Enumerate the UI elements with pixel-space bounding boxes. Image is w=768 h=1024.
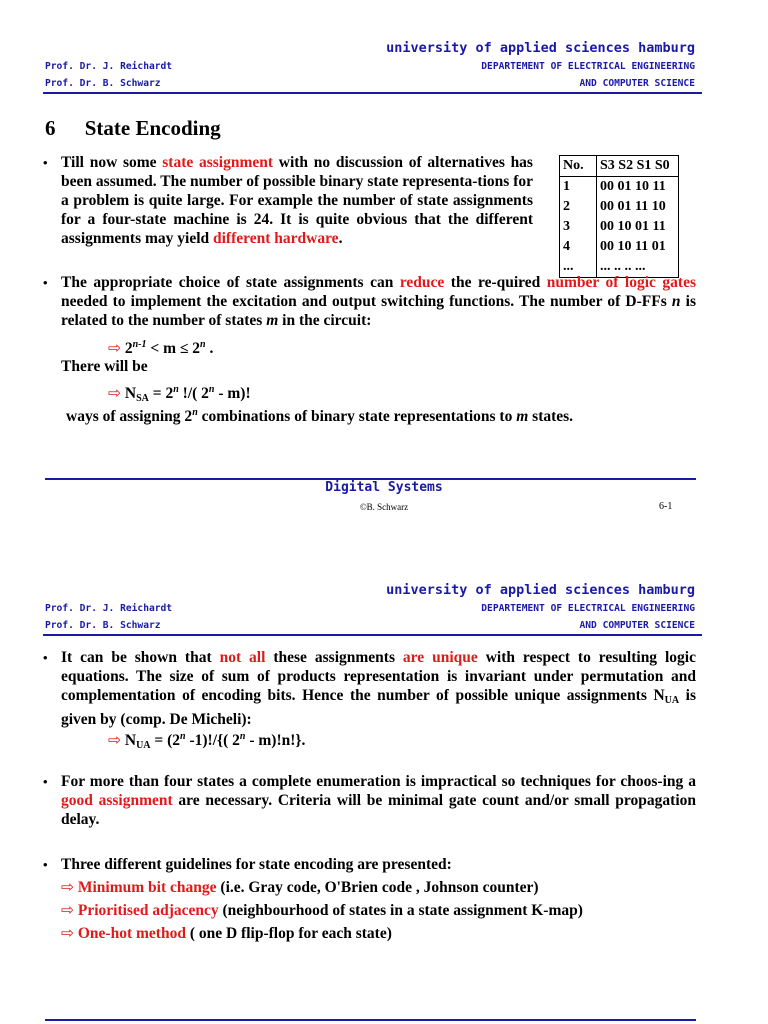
- text: combinations of binary state representations to: [197, 408, 517, 425]
- text: N: [124, 385, 137, 402]
- arrow-right-icon: ⇨: [61, 879, 74, 896]
- text: - m)!n!}.: [245, 732, 306, 749]
- text: Three different guidelines for state encoding are presented:: [61, 856, 452, 873]
- text: .: [205, 340, 214, 357]
- professor-2: Prof. Dr. B. Schwarz: [45, 78, 161, 89]
- table-cell: 3: [560, 217, 597, 237]
- university-name: university of applied sciences hamburg: [386, 40, 695, 56]
- nua-formula: [108, 727, 305, 755]
- text: in the circuit:: [282, 312, 372, 329]
- table-row: [560, 197, 679, 217]
- table-cell: 4: [560, 237, 597, 257]
- guideline-desc: (neighbourhood of states in a state assignment K-map): [218, 902, 583, 919]
- highlight-logic-gates: number of logic gates: [546, 274, 696, 291]
- department-line-1: DEPARTEMENT OF ELECTRICAL ENGINEERING: [481, 603, 695, 614]
- superscript: n: [173, 384, 179, 395]
- bullet-paragraph-2: [43, 772, 696, 829]
- text: = 2: [148, 385, 174, 402]
- footer-copyright: ©B. Schwarz: [359, 502, 409, 512]
- text: The appropriate choice of state assignments can: [61, 274, 400, 291]
- ways-sentence: [66, 403, 573, 426]
- var-m: m: [266, 312, 279, 329]
- table-cell: ... .. .. ...: [597, 257, 679, 278]
- table-header-row: [560, 156, 679, 177]
- guideline-item: [61, 924, 392, 943]
- highlight-good-assignment: good assignment: [61, 792, 173, 809]
- table-cell: 00 01 11 10: [597, 197, 679, 217]
- subscript: SA: [136, 393, 149, 404]
- superscript: n: [200, 339, 206, 350]
- bullet-icon: •: [43, 155, 48, 170]
- var-n: n: [671, 293, 681, 310]
- guideline-desc: (i.e. Gray code, O'Brien code , Johnson counter): [216, 879, 539, 896]
- section-heading: [45, 116, 221, 141]
- guideline-desc: ( one D flip-flop for each state): [185, 925, 392, 942]
- header-rule: [43, 634, 702, 636]
- text: is related to the number of states: [61, 293, 696, 329]
- university-name: university of applied sciences hamburg: [386, 582, 695, 598]
- guideline-item: [61, 878, 539, 897]
- text: - m)!: [214, 385, 251, 402]
- bullet-icon: •: [43, 275, 48, 290]
- highlight-state-assignment: state assignment: [162, 154, 274, 171]
- encoding-table: [559, 155, 679, 278]
- bullet-paragraph-1: [43, 648, 696, 729]
- guideline-name: One-hot method: [77, 925, 186, 942]
- bullet-paragraph-3: [43, 855, 452, 874]
- table-cell: 00 01 10 11: [597, 177, 679, 198]
- text: -1)!/{( 2: [185, 732, 240, 749]
- section-number: 6: [45, 116, 56, 140]
- text: with no discussion of alternatives has been assumed. The number of possible binary state representa-tions for a problem is quite large. For example the number of state assignments for a four-state machine is 24. It is quite obvious that the different assignments may yield: [61, 154, 533, 247]
- table-header-bits: S3 S2 S1 S0: [597, 156, 679, 177]
- professor-1: Prof. Dr. J. Reichardt: [45, 61, 173, 72]
- table-row: [560, 177, 679, 198]
- footer-title: Digital Systems: [325, 480, 443, 495]
- superscript: n-1: [132, 339, 147, 350]
- text: these assignments: [265, 649, 403, 666]
- department-line-1: DEPARTEMENT OF ELECTRICAL ENGINEERING: [481, 61, 695, 72]
- text: 2: [124, 340, 133, 357]
- text: For more than four states a complete enumeration is impractical so techniques for choos-ing a: [61, 773, 696, 790]
- text: It can be shown that: [61, 649, 220, 666]
- text: Till now some: [61, 154, 163, 171]
- bullet-icon: •: [43, 774, 48, 789]
- table-cell: 00 10 01 11: [597, 217, 679, 237]
- text: states.: [528, 408, 574, 425]
- bullet-paragraph-2: [43, 273, 696, 330]
- text: with respect to resulting logic equations. The size of sum of products representation is invariant under permutation and complementation of encoding bits. Hence the number of possible unique assignments N: [61, 649, 696, 704]
- superscript: n: [239, 731, 246, 742]
- table-cell: 1: [560, 177, 597, 198]
- highlight-different-hardware: different hardware: [213, 230, 339, 247]
- bullet-paragraph-1: [43, 153, 533, 248]
- superscript: n: [208, 384, 215, 395]
- footer-rule: [45, 1019, 696, 1021]
- text: = (2: [150, 732, 181, 749]
- text: ways of assigning 2: [66, 408, 193, 425]
- table-row: [560, 217, 679, 237]
- guideline-name: Minimum bit change: [77, 879, 217, 896]
- highlight-reduce: reduce: [399, 274, 445, 291]
- text: !/( 2: [178, 385, 209, 402]
- superscript: n: [192, 407, 198, 418]
- text: needed to implement the excitation and output switching functions. The number of D-FFs: [61, 293, 672, 310]
- bullet-icon: •: [43, 857, 48, 872]
- superscript: n: [180, 731, 186, 742]
- text: N: [124, 732, 137, 749]
- department-line-2: AND COMPUTER SCIENCE: [579, 78, 695, 89]
- table-cell: ...: [560, 257, 597, 278]
- professor-1: Prof. Dr. J. Reichardt: [45, 603, 173, 614]
- subscript: UA: [664, 695, 680, 706]
- text: are necessary. Criteria will be minimal gate count and/or small propagation delay.: [61, 792, 696, 828]
- text: < m ≤ 2: [146, 340, 201, 357]
- var-m: m: [516, 408, 529, 425]
- guideline-name: Prioritised adjacency: [77, 902, 219, 919]
- arrow-right-icon: ⇨: [61, 925, 74, 942]
- arrow-right-icon: ⇨: [61, 902, 74, 919]
- arrow-right-icon: ⇨: [108, 340, 121, 357]
- professor-2: Prof. Dr. B. Schwarz: [45, 620, 161, 631]
- there-will-be: There will be: [61, 358, 148, 375]
- page-number: 6-1: [659, 501, 673, 512]
- text: is given by (comp. De Micheli):: [61, 687, 696, 728]
- highlight-not-all: not all: [219, 649, 266, 666]
- arrow-right-icon: ⇨: [108, 385, 121, 402]
- arrow-right-icon: ⇨: [108, 732, 121, 749]
- guideline-item: [61, 901, 583, 920]
- department-line-2: AND COMPUTER SCIENCE: [579, 620, 695, 631]
- highlight-are-unique: are unique: [402, 649, 478, 666]
- text: .: [338, 230, 343, 247]
- text: the re-quired: [444, 274, 547, 291]
- inequality-formula: [108, 335, 213, 358]
- table-cell: 2: [560, 197, 597, 217]
- bullet-icon: •: [43, 650, 48, 665]
- section-title: State Encoding: [84, 116, 221, 140]
- subscript: UA: [136, 740, 151, 751]
- table-header-no: No.: [560, 156, 597, 177]
- header-rule: [43, 92, 702, 94]
- table-cell: 00 10 11 01: [597, 237, 679, 257]
- table-row: [560, 237, 679, 257]
